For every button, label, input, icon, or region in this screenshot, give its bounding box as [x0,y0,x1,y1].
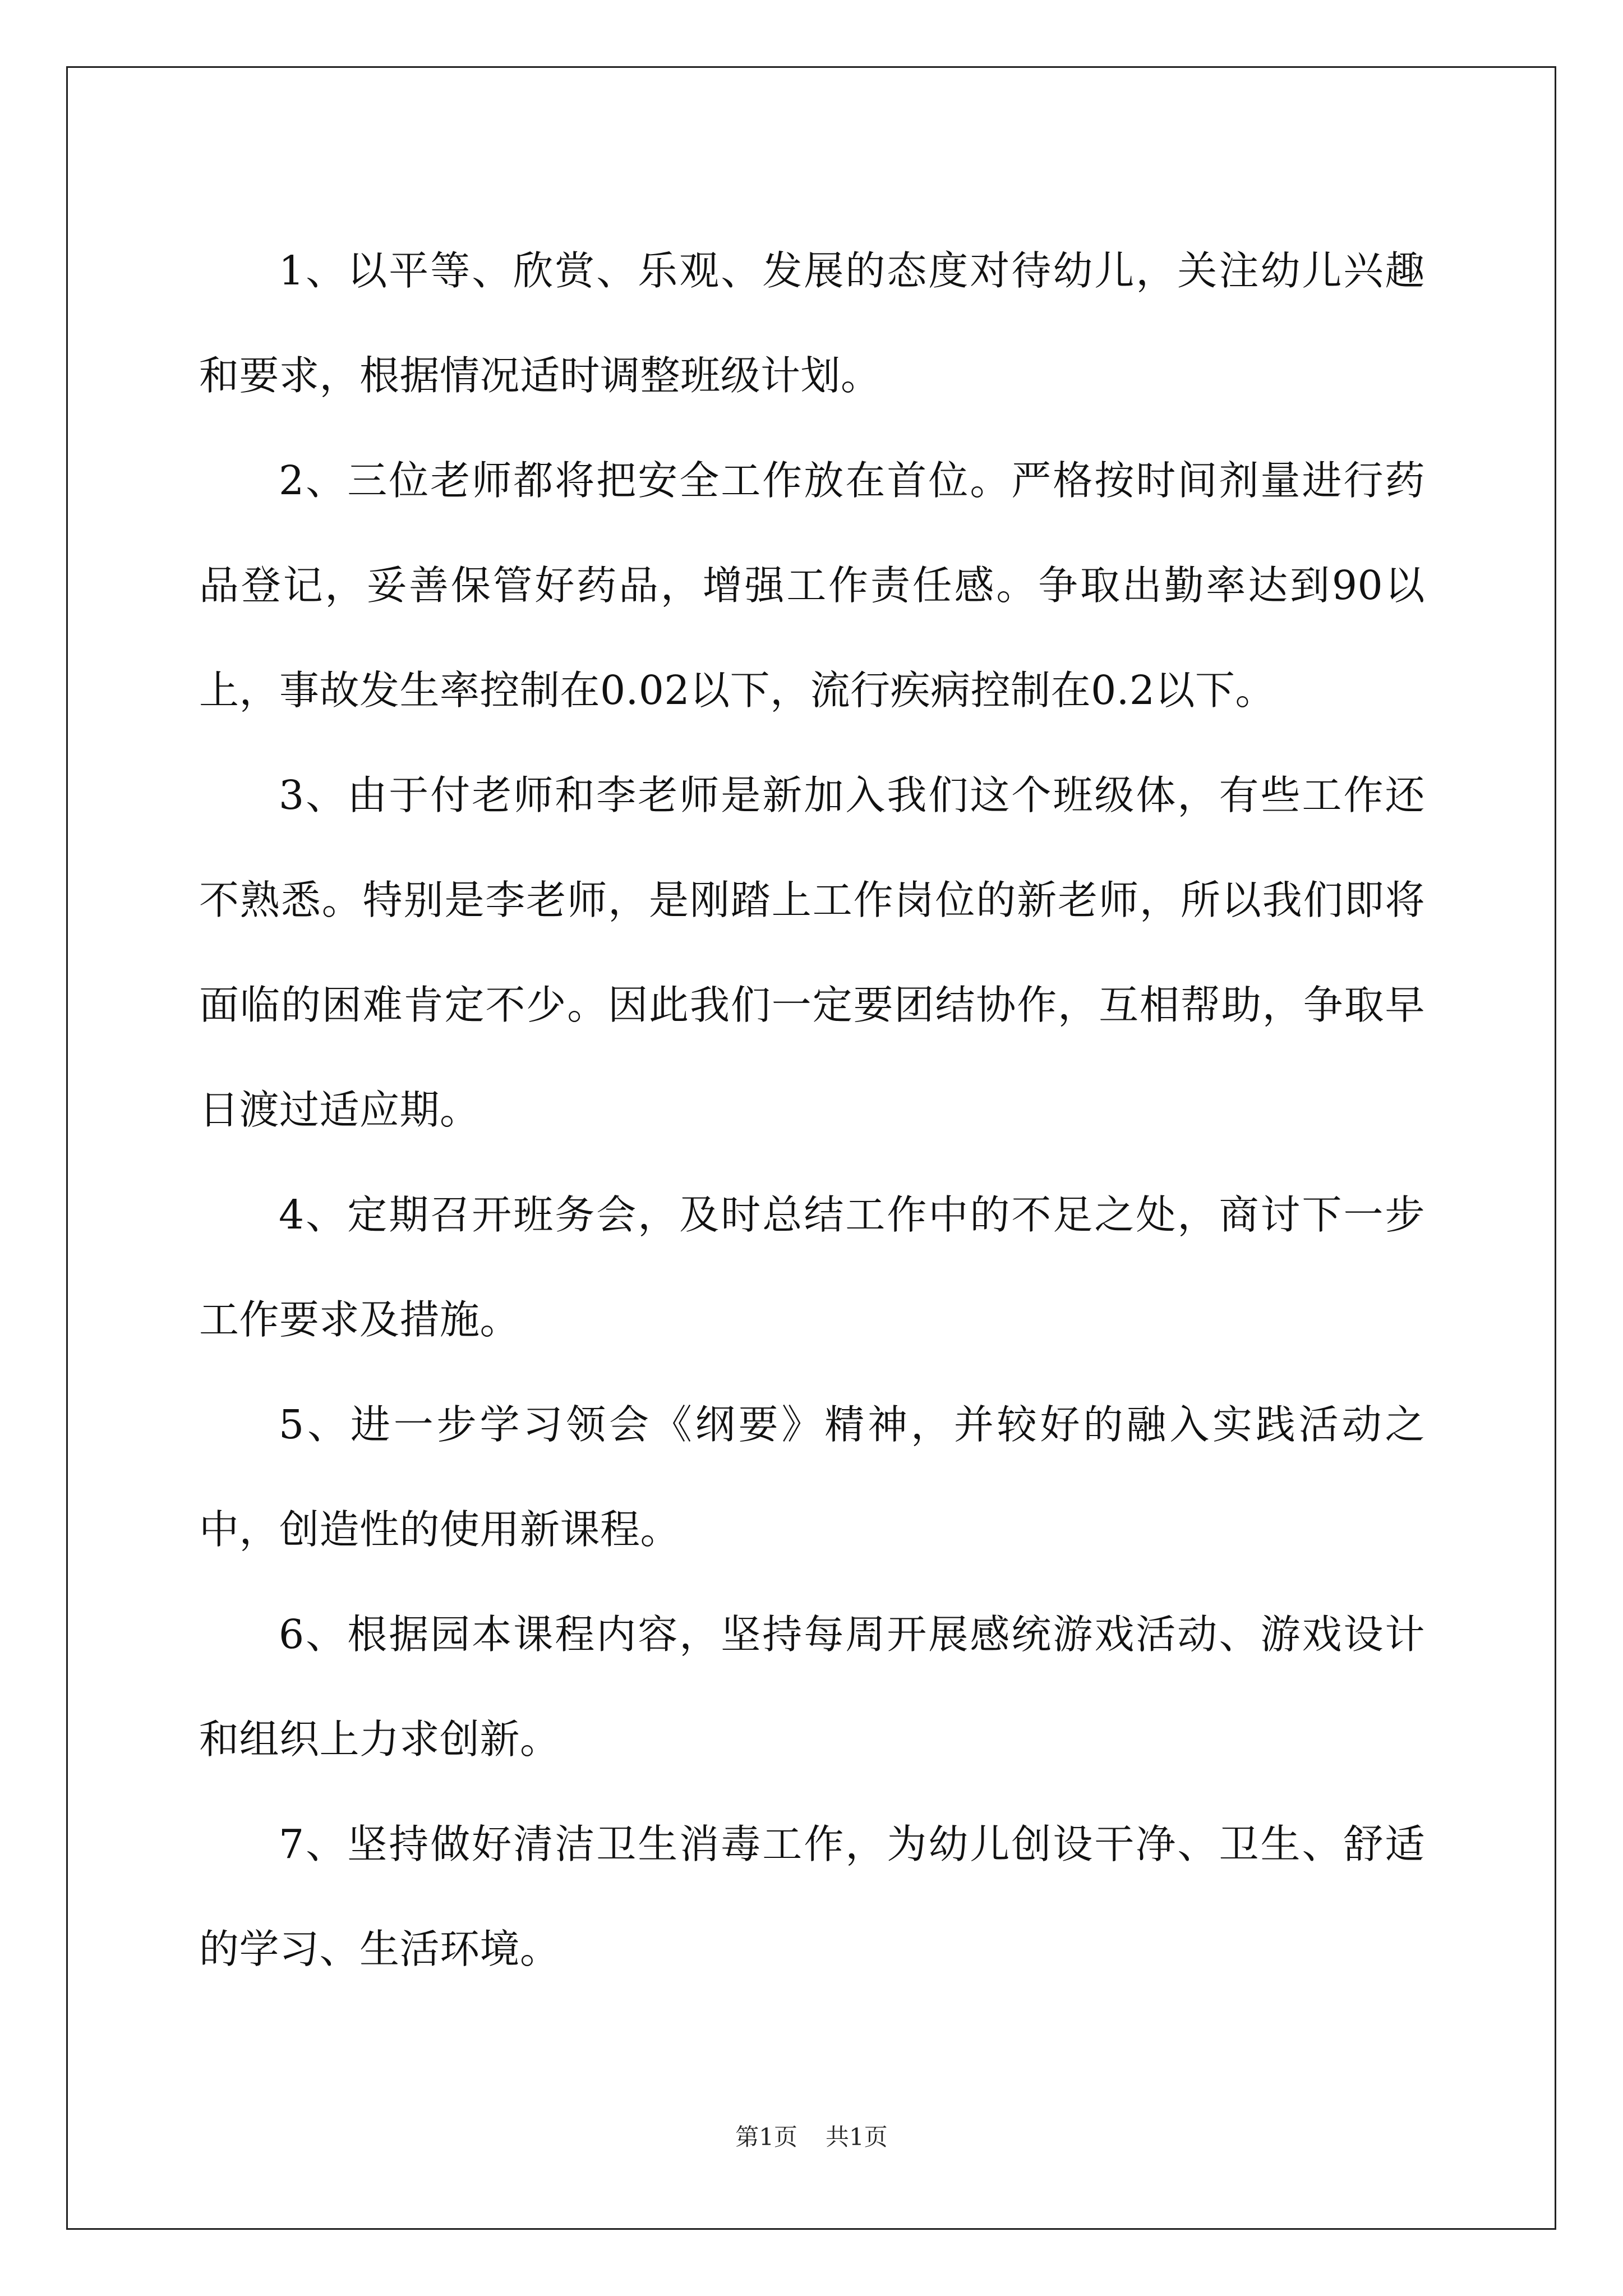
paragraph-2: 2、三位老师都将把安全工作放在首位。严格按时间剂量进行药品登记，妥善保管好药品，增强工作责任感。争取出勤率达到90以上，事故发生率控制在0.02以下，流行疾病控制在0.2以下。 [199,457,1425,714]
page-number-total: 共1页 [826,2123,888,2151]
paragraph-1: 1、以平等、欣赏、乐观、发展的态度对待幼儿，关注幼儿兴趣和要求，根据情况适时调整班级计划。 [199,247,1425,399]
document-body [199,218,1425,2001]
paragraph-5: 5、进一步学习领会《纲要》精神，并较好的融入实践活动之中，创造性的使用新课程。 [199,1401,1425,1553]
page-number-current: 第1页 [735,2123,797,2151]
page-footer [0,2119,1623,2152]
paragraph-7: 7、坚持做好清洁卫生消毒工作，为幼儿创设干净、卫生、舒适的学习、生活环境。 [199,1821,1425,1972]
paragraph-6: 6、根据园本课程内容，坚持每周开展感统游戏活动、游戏设计和组织上力求创新。 [199,1611,1425,1763]
paragraph-4: 4、定期召开班务会，及时总结工作中的不足之处，商讨下一步工作要求及措施。 [199,1191,1425,1343]
paragraph-3: 3、由于付老师和李老师是新加入我们这个班级体，有些工作还不熟悉。特别是李老师，是刚踏上工作岗位的新老师，所以我们即将面临的困难肯定不少。因此我们一定要团结协作，互相帮助，争取早日渡过适应期。 [199,772,1425,1133]
